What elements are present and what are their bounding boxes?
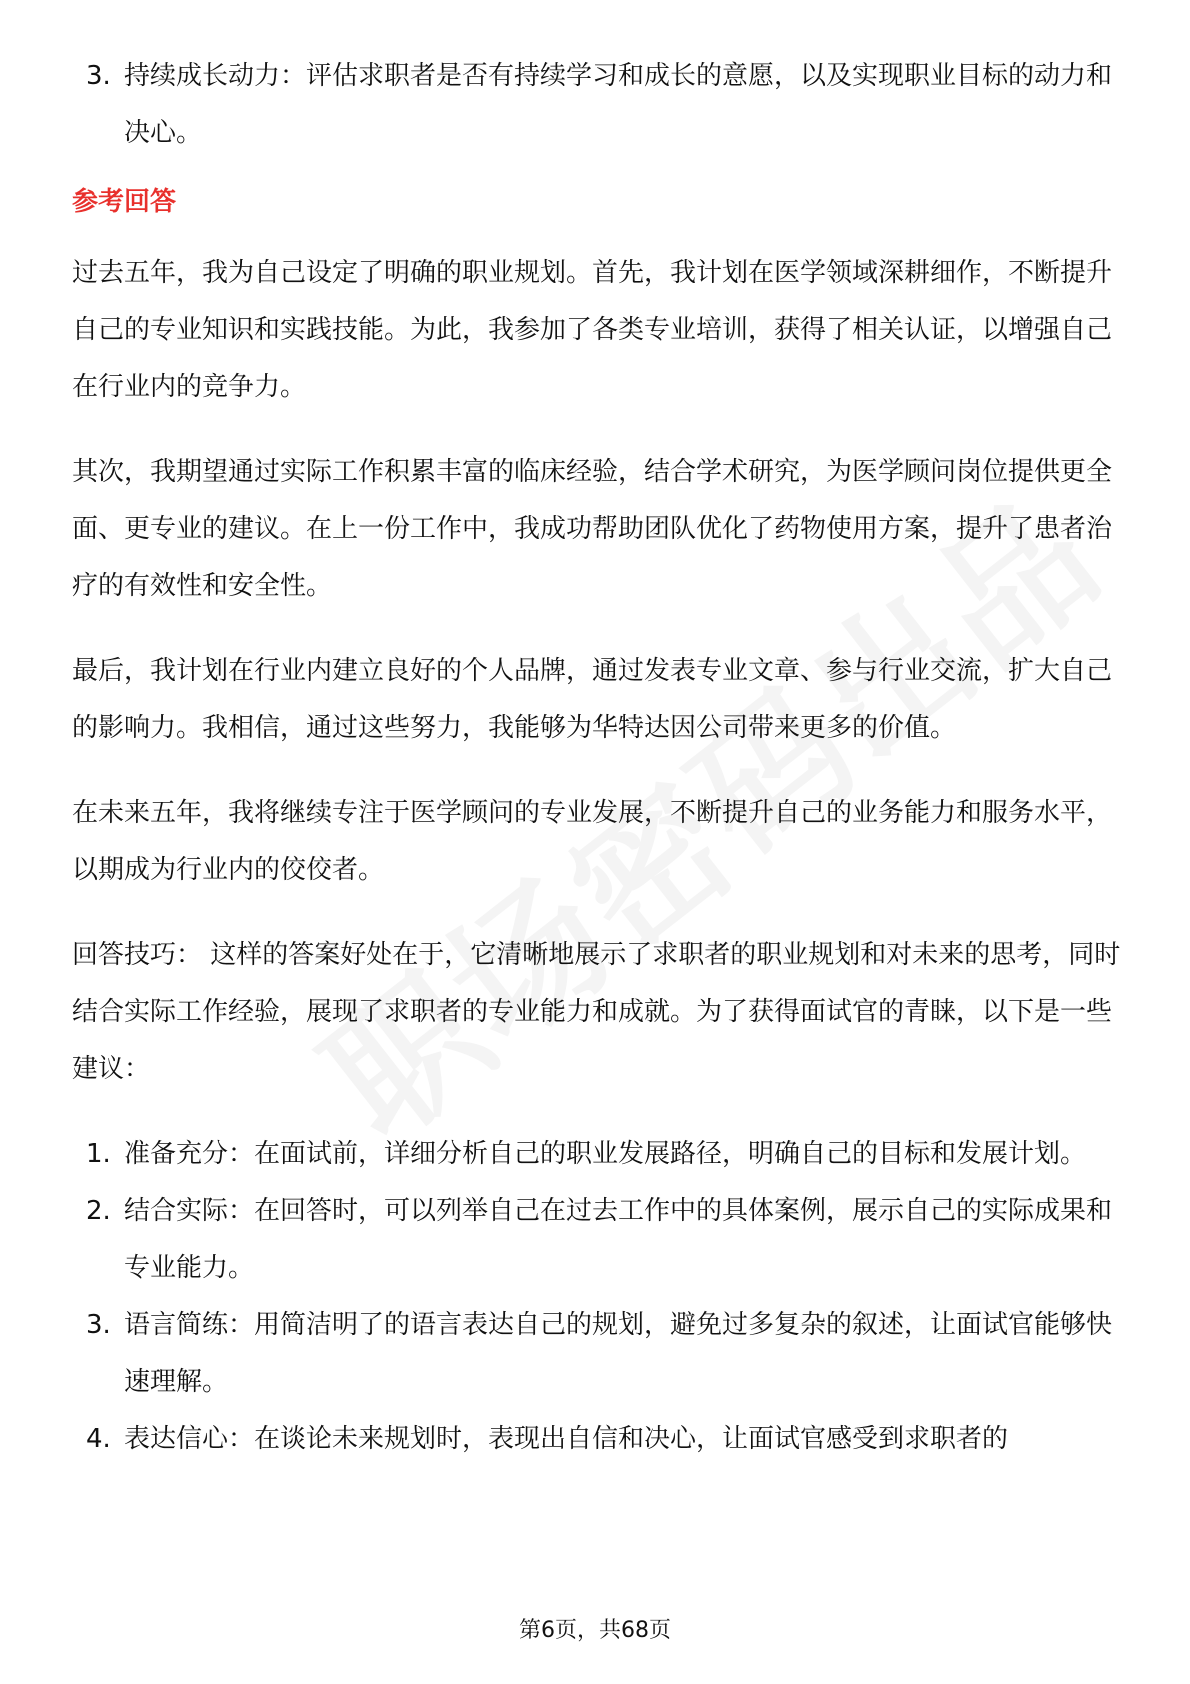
list-text: 准备充分：在面试前，详细分析自己的职业发展路径，明确自己的目标和发展计划。 bbox=[124, 1139, 1087, 1169]
page-number: 第6页，共68页 bbox=[519, 1618, 671, 1643]
list-item bbox=[72, 48, 1122, 162]
list-number: 3. bbox=[86, 61, 111, 91]
answer-paragraph-2: 其次，我期望通过实际工作积累丰富的临床经验，结合学术研究，为医学顾问岗位提供更全面、更专业的建议。在上一份工作中，我成功帮助团队优化了药物使用方案，提升了患者治疗的有效性和安全性。 bbox=[72, 457, 1113, 601]
list-item bbox=[72, 1297, 1122, 1411]
list-number: 4. bbox=[86, 1424, 111, 1454]
answer-paragraph-1: 过去五年，我为自己设定了明确的职业规划。首先，我计划在医学领域深耕细作，不断提升自己的专业知识和实践技能。为此，我参加了各类专业培训，获得了相关认证，以增强自己在行业内的竞争力。 bbox=[72, 258, 1113, 402]
list-text: 持续成长动力：评估求职者是否有持续学习和成长的意愿，以及实现职业目标的动力和决心。 bbox=[124, 61, 1113, 148]
list-item bbox=[72, 1126, 1122, 1183]
list-number: 1. bbox=[86, 1139, 111, 1169]
answer-paragraph-4: 在未来五年，我将继续专注于医学顾问的专业发展，不断提升自己的业务能力和服务水平，以期成为行业内的佼佼者。 bbox=[72, 798, 1113, 885]
list-text: 表达信心：在谈论未来规划时，表现出自信和决心，让面试官感受到求职者的 bbox=[124, 1424, 1009, 1454]
answer-tips-paragraph: 回答技巧： 这样的答案好处在于，它清晰地展示了求职者的职业规划和对未来的思考，同时结合实际工作经验，展现了求职者的专业能力和成就。为了获得面试官的青睐，以下是一些建议： bbox=[72, 940, 1121, 1084]
tips-list bbox=[72, 1126, 1122, 1468]
list-item bbox=[72, 1411, 1122, 1468]
document-body bbox=[72, 48, 1122, 1468]
list-item bbox=[72, 1183, 1122, 1297]
list-number: 3. bbox=[86, 1310, 111, 1340]
reference-answer-heading: 参考回答 bbox=[72, 187, 177, 217]
list-number: 2. bbox=[86, 1196, 111, 1226]
list-text: 结合实际：在回答时，可以列举自己在过去工作中的具体案例，展示自己的实际成果和专业能力。 bbox=[124, 1196, 1113, 1283]
answer-paragraph-3: 最后，我计划在行业内建立良好的个人品牌，通过发表专业文章、参与行业交流，扩大自己的影响力。我相信，通过这些努力，我能够为华特达因公司带来更多的价值。 bbox=[72, 656, 1113, 743]
list-text: 语言简练：用简洁明了的语言表达自己的规划，避免过多复杂的叙述，让面试官能够快速理解。 bbox=[124, 1310, 1113, 1397]
